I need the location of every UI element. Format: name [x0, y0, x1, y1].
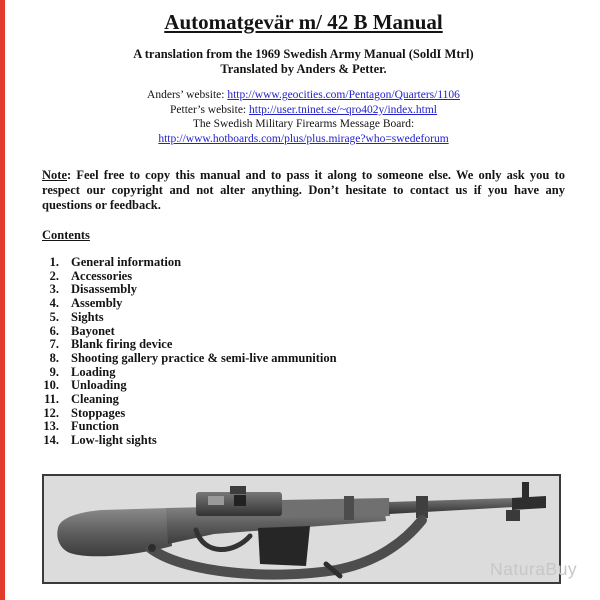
list-item-label: Unloading	[71, 378, 127, 393]
list-item-number: 4.	[49, 296, 59, 311]
list-item-label: General information	[71, 255, 182, 269]
list-item-number: 6.	[49, 323, 59, 338]
petter-website-label: Petter’s website:	[170, 103, 249, 116]
list-item-number: 8.	[49, 350, 59, 365]
note-label: Note	[42, 168, 67, 182]
list-item-number: 2.	[49, 268, 59, 283]
list-item-label: Stoppages	[71, 405, 126, 420]
subtitle	[42, 47, 565, 76]
list-item-number: 14.	[43, 433, 59, 448]
list-item	[42, 297, 522, 311]
list-item	[42, 270, 522, 284]
subtitle-line2: Translated by Anders & Petter.	[220, 61, 387, 76]
list-item-label: Blank firing device	[71, 337, 173, 352]
list-item	[42, 311, 522, 325]
list-item-label: Disassembly	[71, 282, 137, 297]
list-item	[42, 420, 522, 434]
contents-list	[42, 256, 522, 448]
list-item-number: 13.	[43, 419, 59, 434]
petter-website-line	[42, 103, 565, 118]
list-item	[42, 379, 522, 393]
list-item-label: Function	[71, 419, 119, 434]
subtitle-line1: A translation from the 1969 Swedish Army Manual (SoldI Mtrl)	[133, 47, 474, 61]
petter-website-link[interactable]: http://user.tninet.se/~qro402y/index.html	[249, 103, 437, 116]
left-red-stripe	[0, 0, 5, 600]
message-board-link[interactable]: http://www.hotboards.com/plus/plus.mirage?who=swedeforum	[158, 132, 449, 145]
message-board-label: The Swedish Military Firearms Message Board:	[192, 118, 415, 131]
list-item-number: 3.	[49, 282, 59, 297]
list-item-label: Shooting gallery practice & semi-live ammunition	[71, 350, 337, 365]
list-item-number: 9.	[49, 364, 59, 379]
note-text: : Feel free to copy this manual and to pass it along to someone else. We only ask you to respect our copyright and not alter anything. Don’t hesitate to contact us if you have any questions or feedback.	[42, 168, 565, 212]
list-item	[42, 393, 522, 407]
note-paragraph	[42, 168, 565, 212]
message-board-line	[42, 132, 565, 147]
list-item	[42, 407, 522, 421]
anders-website-label: Anders’ website:	[147, 89, 228, 101]
list-item	[42, 366, 522, 380]
rifle-photo	[42, 474, 561, 584]
list-item-label: Sights	[71, 309, 104, 324]
rifle-illustration	[44, 476, 559, 582]
list-item-label: Accessories	[71, 268, 133, 283]
list-item-number: 5.	[49, 309, 59, 324]
list-item-number: 7.	[49, 337, 59, 352]
anders-website-line	[42, 88, 565, 103]
page-title	[42, 10, 565, 35]
anders-website-link[interactable]: http://www.geocities.com/Pentagon/Quarters/1106	[227, 89, 460, 101]
contents-heading: Contents	[42, 228, 90, 242]
list-item	[42, 338, 522, 352]
list-item-label: Assembly	[71, 296, 123, 311]
list-item-label: Low-light sights	[71, 433, 157, 448]
naturabuy-watermark: NaturaBuy	[490, 559, 578, 579]
list-item-number: 1.	[49, 255, 59, 269]
list-item-label: Bayonet	[71, 323, 115, 338]
list-item-number: 10.	[43, 378, 59, 393]
list-item-number: 12.	[43, 405, 59, 420]
page-title-text: Automatgevär m/ 42 B Manual	[164, 10, 443, 34]
list-item	[42, 283, 522, 297]
list-item-label: Loading	[71, 364, 116, 379]
list-item	[42, 325, 522, 339]
links-block	[42, 88, 565, 146]
list-item	[42, 352, 522, 366]
list-item	[42, 434, 522, 448]
list-item-label: Cleaning	[71, 392, 119, 407]
list-item	[42, 256, 522, 270]
list-item-number: 11.	[44, 392, 59, 407]
